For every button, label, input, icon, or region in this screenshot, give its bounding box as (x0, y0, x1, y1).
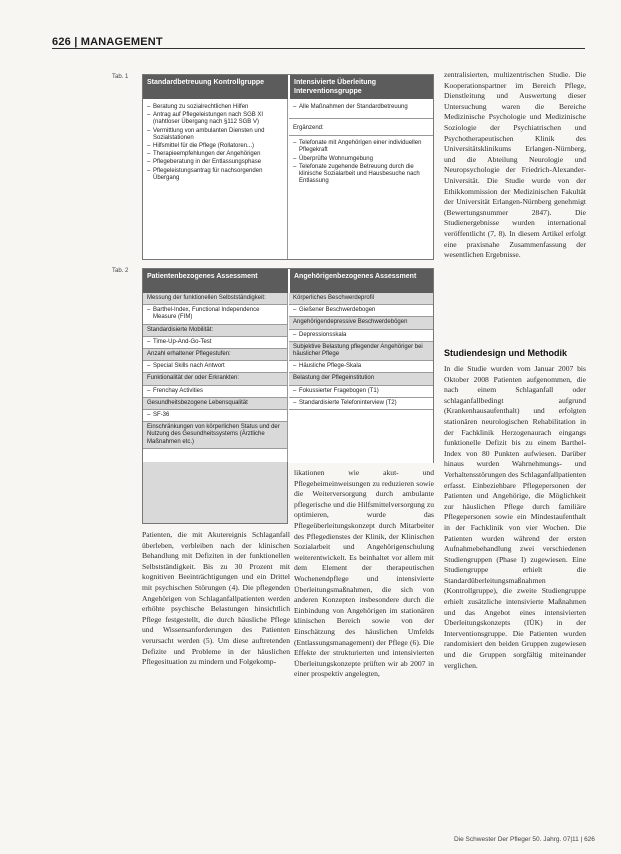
table2-cell: – Häusliche Pflege-Skala (289, 361, 433, 373)
header-rule (52, 48, 585, 49)
table1-label: Tab. 1 (112, 74, 129, 80)
table2-cell: – Standardisierte Telefoninterview (T2) (289, 398, 433, 410)
table2-cell: Einschränkungen von körperlichen Status und der Nutzung des Gesundheitssystems (Ärztliche Maßnahmen etc.) (143, 422, 287, 449)
table1-col2-subheader: Ergänzend: (289, 118, 433, 136)
table2-cell: Körperliches Beschwerdeprofil (289, 293, 433, 305)
left-lower-text: Patienten, die mit Akutereignis Schlaganfall überleben, verbleiben nach der klinischen Behandlung mit Defiziten in der funktionellen Selbstständigkeit. Bis zu 30 Prozent mit kognitiven Beeinträchtigungen und ein Drittel mit psychischen Störungen (4). Die pflegenden Angehörigen von Schlaganfallpatienten werden erhöhte psychische Belastungen hinsichtlich Pflege festgestellt, die durch häusliche Pflege und Wissensanforderungen des Patienten verursacht werden (5). Um diese auftretenden Defizite und Probleme in der häuslichen Pflegesituation zu mindern und Folgekomp- (142, 530, 290, 667)
table2-col2 (289, 293, 433, 410)
table1-col1-item: – Hilfsmittel für die Pflege (Rollatoren...) (143, 143, 287, 151)
table2-cell: – Gießener Beschwerdebogen (289, 305, 433, 317)
table2-cell: – Frenchay Activities (143, 386, 287, 398)
page-number: 626 (52, 36, 71, 48)
right-intro-text: zentralisierten, multizentrischen Studie. Die Kooperationspartner im Bereich Pflege, Dienstleitung und Auswertung dieser Untersuchung waren die Bereiche Medizinische Psychologie und Medizinische Soziologie der Psychiatrischen und Psychotherapeutischen Klinik des Universitätsklinikums Erlangen-Nürnberg, und die Abteilung Neurologie und Neuropsychologie der Friedrich-Alexander-Universität. Die Studie wurde von der Ethikkommission der Medizinischen Fakultät der Universität Erlangen-Nürnberg genehmigt (Bewertungsnummer 2847). Die Studienergebnisse wurden international veröffentlicht (7, 8). In diesem Artikel erfolgt eine praxisnahe Zusammenfassung der wesentlichen Ergebnisse. (444, 70, 586, 260)
table1-col1-item: – Therapieempfehlungen der Angehörigen (143, 151, 287, 159)
table1-col2-extra: – Überprüfte Wohnumgebung (289, 156, 433, 164)
table1-col2 (289, 99, 433, 259)
table2-cell: – Time-Up-And-Go-Test (143, 337, 287, 349)
table2-cell: Funktionalität der oder Erkrankten: (143, 373, 287, 385)
table1-col1-header: Standardbetreuung Kontrollgruppe (143, 75, 288, 99)
section-text: In die Studie wurden vom Januar 2007 bis Oktober 2008 Patienten aufgenommen, die nach einem Schlaganfall oder schlaganfallbedingt aufgrund (Krankenhausaufenthalt) und erfolgten stationären neurologischen Rehabilitation in der Fachklinik Herzogenaurach eingangs funktionelle Defizit bis zu einem Barthel-Index von 80 Punkten aufwiesen. Darüber hinaus wurden Wahrnehmungs- und Verhaltensstörungen des Schlaganfallpatienten erfasst. Einbeziehbare Pflegepersonen der Patienten und Angehörige, die Möglichkeit zur häuslichen Pflege durch familiäre Pflegepersonen sowie ein Mindestaufenthalt in der Fachklinik von vier Wochen. Die Patienten wurden während der ersten Aufnahmebehandlung zwei verschiedenen Studiengruppen (Phase I) zugewiesen. Eine Studiengruppe erhielt die Standardüberleitungsmaßnahmen (Kontrollgruppe), die zweite Studiengruppe erhielt zusätzliche intensivierte Maßnahmen und das Angebot eines intensivierten Überleitungskonzepts (IÜK) in der Interventionsgruppe. Die Patienten wurden randomisiert den beiden Gruppen zugewiesen und die Gruppen sorgfältig miteinander verglichen. (444, 364, 586, 670)
table2-cell: – SF-36 (143, 410, 287, 422)
table2-col1 (143, 293, 288, 463)
table2-cell: Belastung der Pflegeinstitution (289, 373, 433, 385)
header-divider: | (74, 36, 78, 48)
table1-col1-item: – Pflegeberatung in der Entlassungsphase (143, 159, 287, 167)
section-title: Studiendesign und Methodik (444, 348, 567, 358)
table1-col1-item: – Antrag auf Pflegeleistungen nach SGB XI (nahtloser Übergang nach §112 SGB V) (143, 112, 287, 127)
table1-col1 (143, 99, 288, 259)
table1-col2-item: – Alle Maßnahmen der Standardbetreuung (289, 104, 433, 112)
table2-bottom-extension (142, 462, 288, 524)
section-name: MANAGEMENT (80, 36, 163, 48)
table1-col1-item: – Vermittlung von ambulanten Diensten und Sozialstationen (143, 128, 287, 143)
table1-col1-item: – Beratung zu sozialrechtlichen Hilfen (143, 104, 287, 112)
table2-cell: Anzahl erhaltener Pflegestufen: (143, 349, 287, 361)
table2-cell: Gesundheitsbezogene Lebensqualität (143, 398, 287, 410)
table2-label: Tab. 2 (112, 268, 129, 274)
table1-col2-header: Intensivierte Überleitung Interventionsgruppe (289, 75, 433, 99)
table2-cell: Subjektive Belastung pflegender Angehöriger bei häuslicher Pflege (289, 342, 433, 361)
table1-col1-item: – Pflegeleistungsantrag für nachsorgenden Übergang (143, 168, 287, 183)
page-footer: Die Schwester Der Pfleger 50. Jahrg. 07|11 | 626 (454, 836, 595, 843)
table2-cell: – Barthel-Index, Functional Independence Measure (FIM) (143, 305, 287, 324)
table1 (142, 74, 434, 260)
table2-cell: – Special Skills nach Antwort (143, 361, 287, 373)
table2-cell: Standardisierte Mobilität: (143, 325, 287, 337)
table2 (142, 268, 434, 463)
table2-cell: – Fokussierter Fragebogen (T1) (289, 386, 433, 398)
middle-lower-text: likationen wie akut- und Pflegeheimeinweisungen zu reduzieren sowie die Weiterversorgung durch ambulante pflegerische und die Hilfsmittelversorgung zu optimieren, wurde das Pflegeüberleitungskonzept durch Mitarbeiter des Pflegedienstes der Klinik, der Klinischen Sozialarbeit und Angehörigenschulung weiterentwickelt. Es beinhaltet vor allem mit dem Element der therapeutischen Wochenendpflege und intensivierte Überleitungsmaßnahmen, die sich von anderen Konzepten insbesondere durch die Einbindung von Angehörigen im stationären klinischen Bereich sowie von der Einschätzung des häuslichen Umfelds (Entlassungsmanagement) der Pflege (6). Die Effekte der strukturierten und intensivierten Überleitungskonzepte prüften wir ab 2007 in einer prospektiv angelegten, (294, 468, 434, 679)
table2-cell: – Depressionsskala (289, 330, 433, 342)
table1-col2-extra: – Telefonate zugehende Betreuung durch die klinische Sozialarbeit und Hausbesuche nach Entlassung (289, 164, 433, 187)
table2-col2-header: Angehörigenbezogenes Assessment (289, 269, 433, 293)
page-header (52, 36, 163, 48)
table2-cell: Angehörigendepressive Beschwerdebögen (289, 317, 433, 329)
table2-cell: Messung der funktionellen Selbstständigkeit: (143, 293, 287, 305)
table1-col2-extra: – Telefonate mit Angehörigen einer individuellen Pflegekraft (289, 140, 433, 155)
table2-col1-header: Patientenbezogenes Assessment (143, 269, 288, 293)
